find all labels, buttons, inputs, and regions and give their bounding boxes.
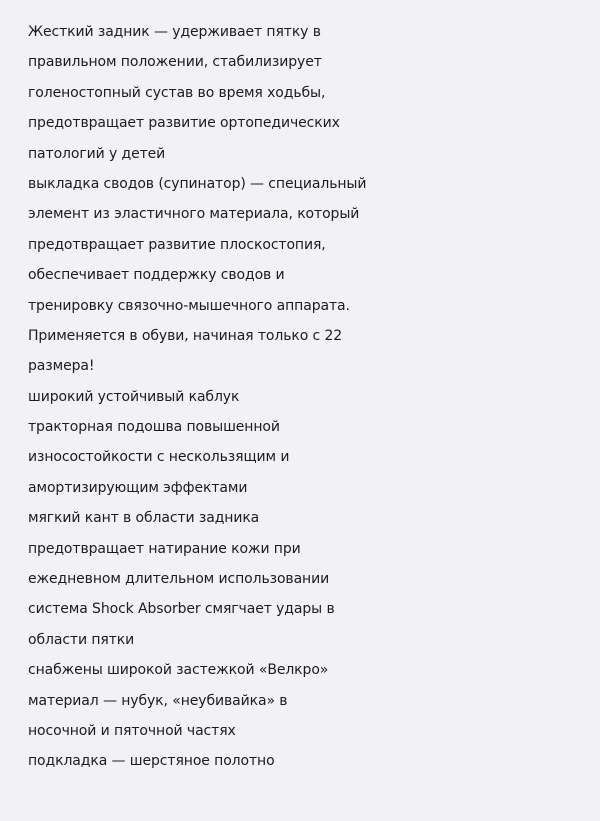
text-line: области пятки [28,631,135,648]
text-line: голеностопный сустав во время ходьбы, [28,84,326,101]
product-features-text [28,17,588,777]
text-line: элемент из эластичного материала, который [28,206,360,223]
text-line: износостойкости с нескользящим и [28,449,290,466]
text-line: выкладка сводов (супинатор) — специальный [28,175,367,192]
text-line: Жесткий задник — удерживает пятку в [28,24,321,40]
text-line: предотвращает натирание кожи при [28,540,301,557]
text-line: ежедневном длительном использовании [28,571,330,588]
text-line: тренировку связочно-мышечного аппарата. [28,297,350,314]
text-line: мягкий кант в области задника [28,510,260,527]
text-line: Применяется в обуви, начиная только с 22 [28,327,343,344]
text-line: размера! [28,358,95,375]
text-line: обеспечивает поддержку сводов и [28,267,285,284]
text-line: правильном положении, стабилизирует [28,54,322,71]
text-line: материал — нубук, «неубивайка» в [28,692,288,709]
text-line: предотвращает развитие плоскостопия, [28,236,326,253]
text-line: широкий устойчивый каблук [28,388,240,405]
text-line: снабжены широкой застежкой «Велкро» [28,662,329,679]
text-line: предотвращает развитие ортопедических [28,115,340,132]
text-line: носочной и пяточной частях [28,722,236,739]
text-line: система Shock Absorber смягчает удары в [28,601,335,618]
text-line: тракторная подошва повышенной [28,419,280,436]
text-line: амортизирующим эффектами [28,479,248,496]
text-line: патологий у детей [28,145,166,162]
text-line: подкладка — шерстяное полотно [28,753,275,770]
